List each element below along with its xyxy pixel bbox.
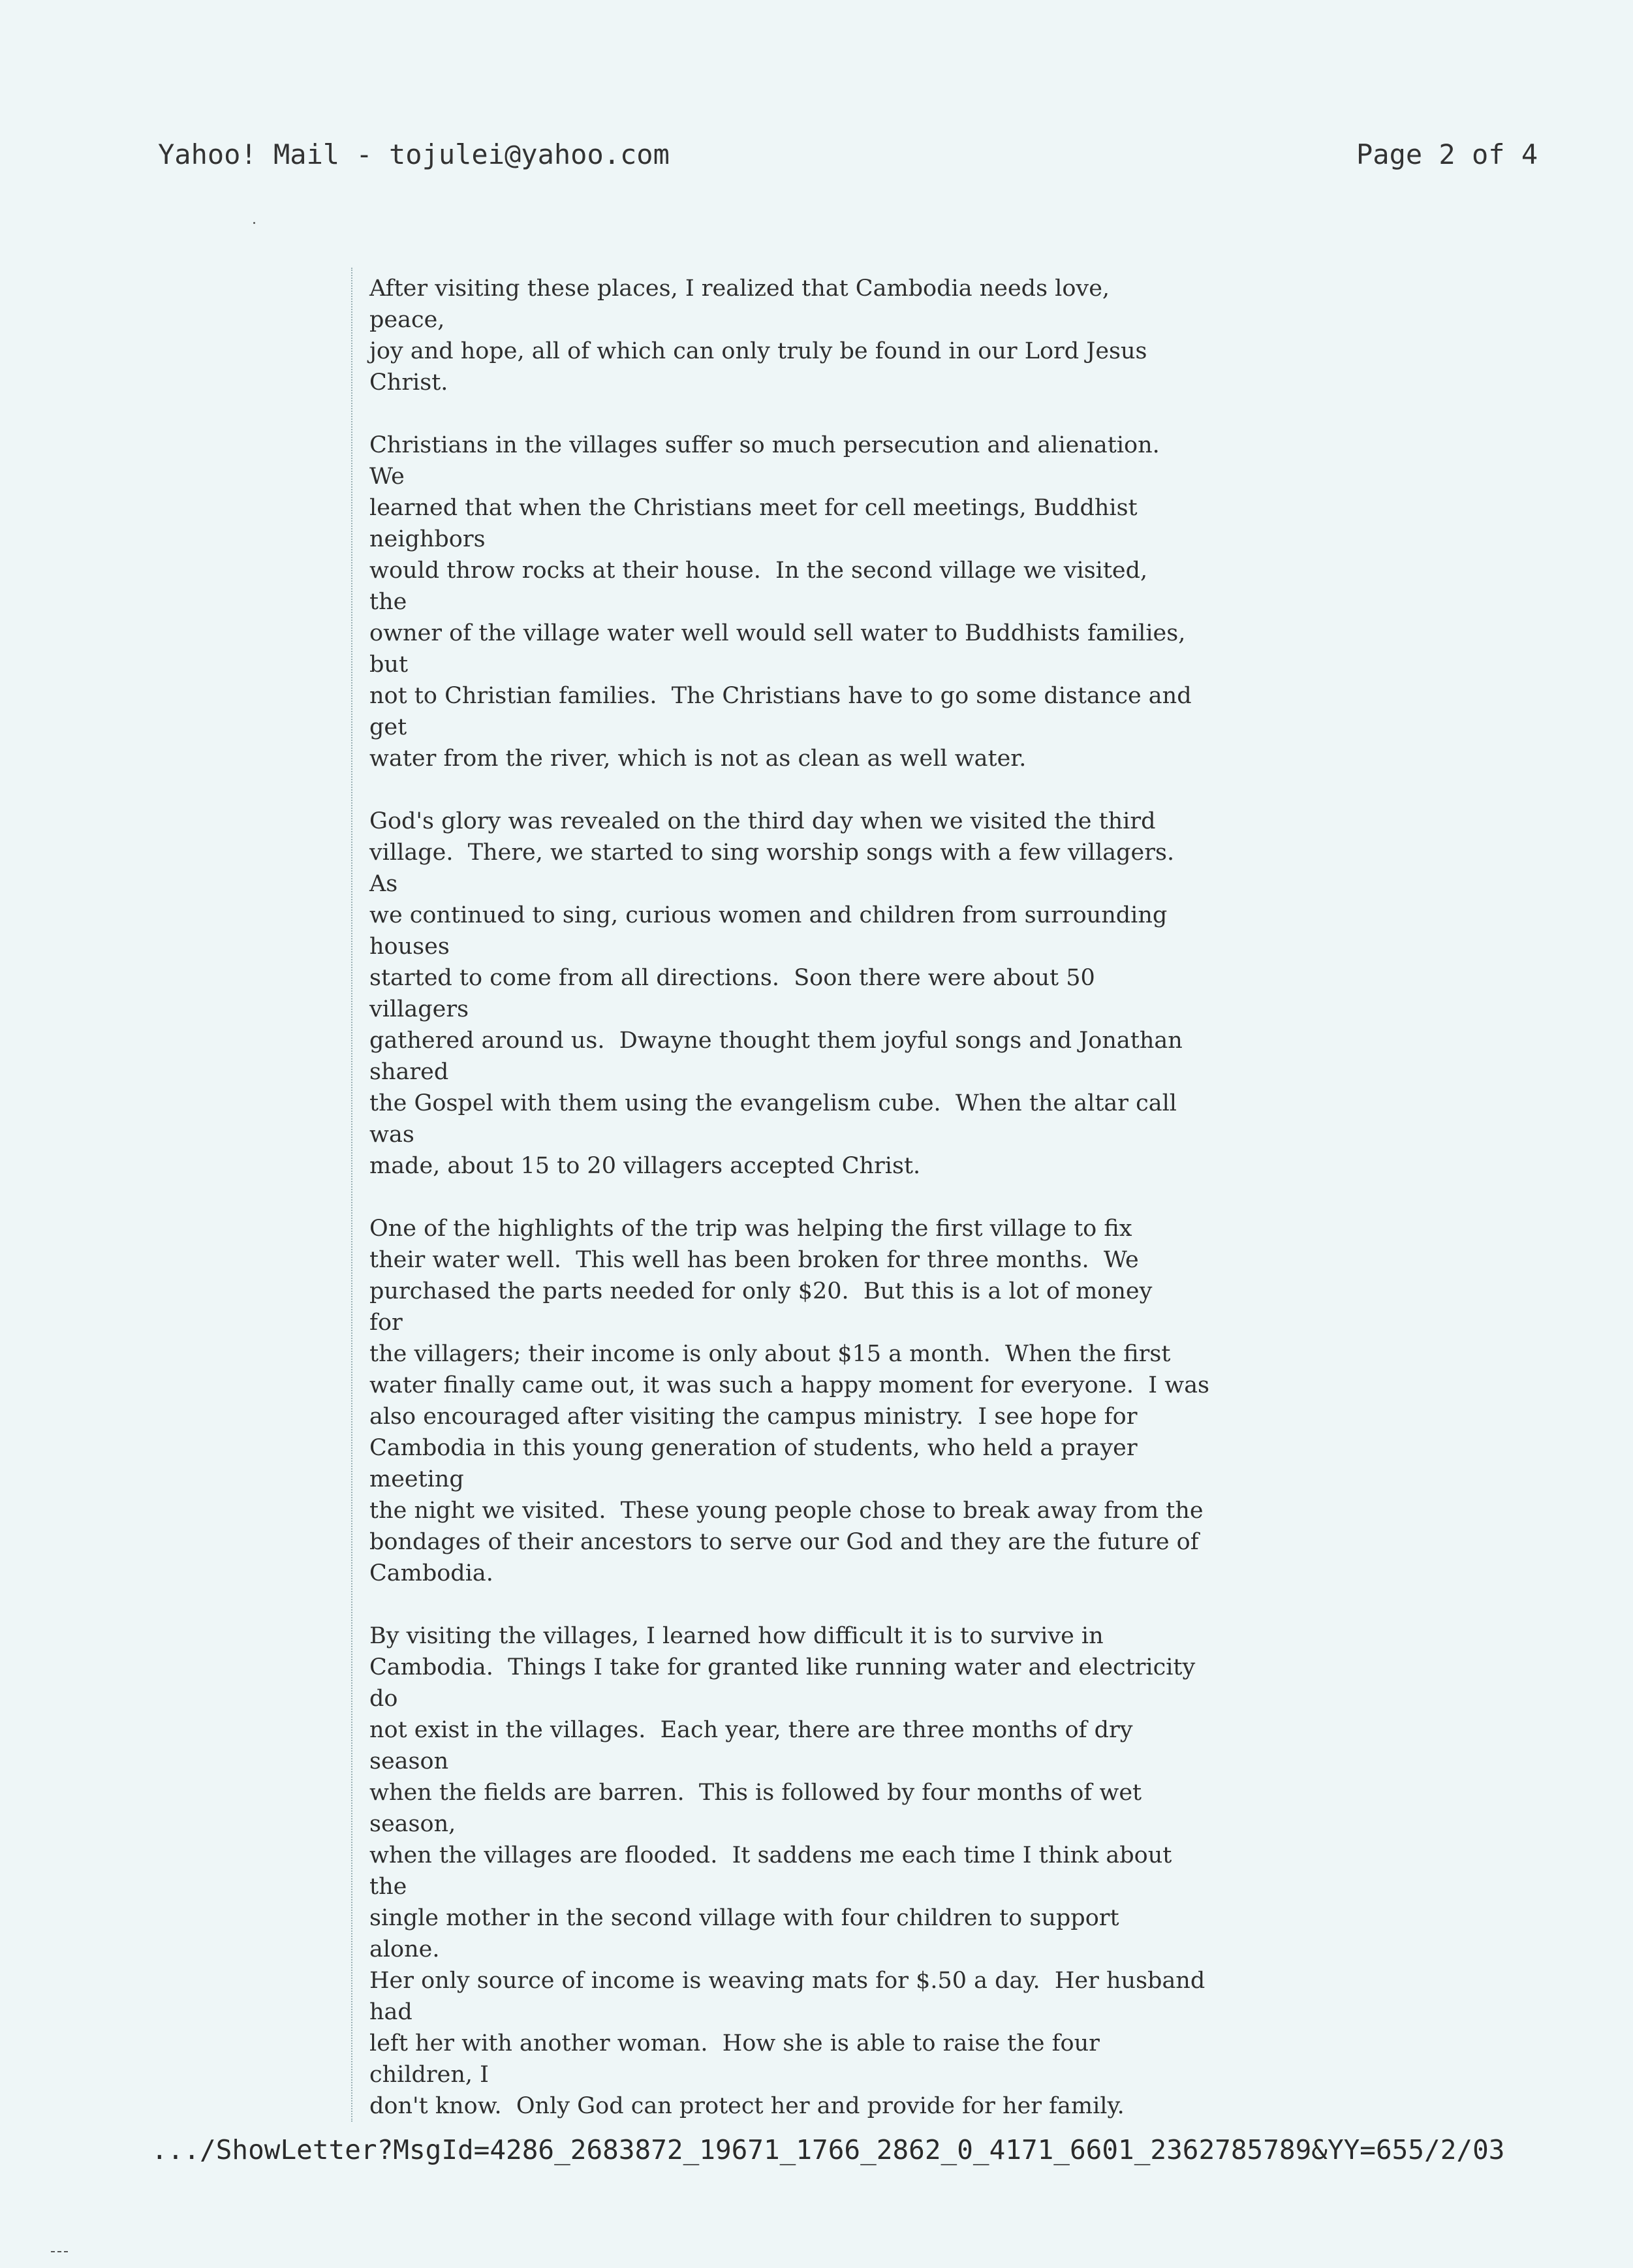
body-line: shared bbox=[369, 1059, 449, 1085]
body-line: would throw rocks at their house. In the second village we visited, bbox=[369, 558, 1148, 584]
body-line: As bbox=[369, 871, 398, 897]
body-line: Christians in the villages suffer so much persecution and alienation. bbox=[369, 432, 1160, 458]
body-line: water from the river, which is not as clean as well water. bbox=[369, 746, 1027, 772]
page-header-title: Yahoo! Mail - tojulei@yahoo.com bbox=[158, 138, 670, 170]
body-line: single mother in the second village with four children to support bbox=[369, 1905, 1119, 1931]
body-line: owner of the village water well would sell water to Buddhists families, bbox=[369, 620, 1186, 646]
body-line: Cambodia. Things I take for granted like running water and electricity bbox=[369, 1654, 1196, 1680]
body-line: neighbors bbox=[369, 526, 486, 552]
body-line: children, I bbox=[369, 2062, 489, 2088]
body-line: houses bbox=[369, 934, 450, 960]
body-line: when the fields are barren. This is followed by four months of wet bbox=[369, 1780, 1142, 1806]
body-line bbox=[369, 1589, 1610, 1620]
body-line: also encouraged after visiting the campus ministry. I see hope for bbox=[369, 1404, 1138, 1430]
body-line: learned that when the Christians meet for cell meetings, Buddhist bbox=[369, 495, 1138, 521]
body-line: started to come from all directions. Soon there were about 50 bbox=[369, 965, 1095, 991]
body-line: purchased the parts needed for only $20. But this is a lot of money bbox=[369, 1278, 1153, 1304]
body-line: not to Christian families. The Christians have to go some distance and bbox=[369, 683, 1192, 709]
body-line: season, bbox=[369, 1811, 456, 1837]
body-line: Christ. bbox=[369, 370, 448, 396]
body-line: village. There, we started to sing worship songs with a few villagers. bbox=[369, 840, 1175, 866]
body-line: we continued to sing, curious women and children from surrounding bbox=[369, 902, 1168, 928]
body-line: gathered around us. Dwayne thought them joyful songs and Jonathan bbox=[369, 1028, 1183, 1054]
body-line: One of the highlights of the trip was helping the first village to fix bbox=[369, 1216, 1132, 1242]
body-line: We bbox=[369, 464, 405, 490]
body-line: was bbox=[369, 1122, 414, 1148]
scan-corner-mark bbox=[51, 2251, 68, 2254]
email-body bbox=[369, 273, 1610, 2122]
footer-url: .../ShowLetter?MsgId=4286_2683872_19671_1766_2862_0_4171_6601_2362785789&YY=655/2/03 bbox=[151, 2134, 1505, 2166]
body-line: Her only source of income is weaving mats for $.50 a day. Her husband bbox=[369, 1968, 1205, 1994]
body-line: the villagers; their income is only about $15 a month. When the first bbox=[369, 1341, 1171, 1367]
body-line: get bbox=[369, 714, 407, 740]
body-line: water finally came out, it was such a happy moment for everyone. I was bbox=[369, 1372, 1210, 1398]
scan-speck bbox=[253, 222, 255, 224]
page-number: Page 2 of 4 bbox=[1356, 138, 1538, 170]
body-line: After visiting these places, I realized that Cambodia needs love, bbox=[369, 276, 1110, 302]
body-line: Cambodia. bbox=[369, 1560, 493, 1586]
body-line: season bbox=[369, 1748, 449, 1774]
body-line: had bbox=[369, 1999, 412, 2025]
body-line: joy and hope, all of which can only truly be found in our Lord Jesus bbox=[369, 338, 1147, 364]
body-line: their water well. This well has been broken for three months. We bbox=[369, 1247, 1139, 1273]
body-line: villagers bbox=[369, 996, 469, 1022]
body-line: Cambodia in this young generation of students, who held a prayer bbox=[369, 1435, 1138, 1461]
body-line: left her with another woman. How she is able to raise the four bbox=[369, 2030, 1100, 2056]
body-line: bondages of their ancestors to serve our God and they are the future of bbox=[369, 1529, 1199, 1555]
body-line: made, about 15 to 20 villagers accepted Christ. bbox=[369, 1153, 921, 1179]
body-line: the night we visited. These young people chose to break away from the bbox=[369, 1498, 1204, 1524]
body-line: but bbox=[369, 652, 409, 678]
body-line: the bbox=[369, 589, 407, 615]
body-line: the Gospel with them using the evangelism cube. When the altar call bbox=[369, 1090, 1177, 1116]
body-line: By visiting the villages, I learned how difficult it is to survive in bbox=[369, 1623, 1104, 1649]
body-line: peace, bbox=[369, 307, 445, 333]
body-line: when the villages are flooded. It saddens me each time I think about bbox=[369, 1842, 1172, 1868]
quoted-text-bar bbox=[351, 268, 352, 2122]
body-line: for bbox=[369, 1310, 403, 1336]
body-line: alone. bbox=[369, 1936, 440, 1962]
body-line bbox=[369, 774, 1610, 806]
body-line bbox=[369, 1182, 1610, 1213]
body-line: don't know. Only God can protect her and provide for her family. bbox=[369, 2093, 1125, 2119]
body-line bbox=[369, 398, 1610, 430]
body-line: not exist in the villages. Each year, there are three months of dry bbox=[369, 1717, 1133, 1743]
body-line: God's glory was revealed on the third day when we visited the third bbox=[369, 808, 1156, 834]
body-line: the bbox=[369, 1874, 407, 1900]
body-line: meeting bbox=[369, 1466, 464, 1492]
body-line: do bbox=[369, 1686, 398, 1712]
